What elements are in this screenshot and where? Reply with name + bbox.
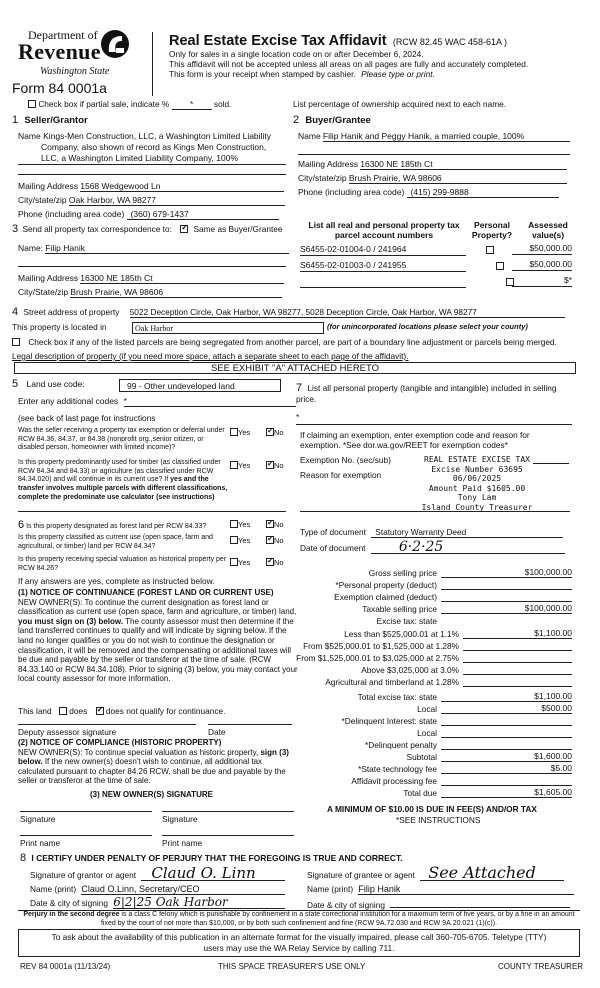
- seller-city-label: City/state/zip: [18, 195, 67, 205]
- tax-row-label: Gross selling price: [368, 568, 437, 578]
- tax-row-label: From $1,525,000.01 to $3,025,000 at 2.75%: [296, 653, 459, 663]
- tax-row-value[interactable]: $1,605.00: [441, 787, 572, 798]
- forest-q3-yes-checkbox[interactable]: [230, 558, 238, 566]
- located-select[interactable]: Oak Harbor: [132, 322, 324, 334]
- tax-row-label: Taxable selling price: [362, 604, 437, 614]
- seller-mailing-label: Mailing Address: [18, 181, 79, 191]
- personal-checkbox-1[interactable]: [486, 246, 494, 254]
- seller-mailing-row: [18, 181, 286, 192]
- header-line2: This affidavit will not be accepted unless all areas on all pages are fully and accurately completed.: [169, 59, 529, 69]
- does-qualify-checkbox[interactable]: [59, 707, 67, 715]
- seller-heading: 1 Seller/Grantor: [12, 114, 88, 126]
- seller-name-label: Name: [18, 131, 41, 141]
- correspondence-heading: 3 Send all property tax correspondence to: ✓ Same as Buyer/Grantee: [12, 223, 283, 235]
- segregated-label: Check box if any of the listed parcels are being segregated from another parcel, are part of a boundary line adjustment or parcels being merged.: [28, 337, 557, 347]
- seller-phone-input[interactable]: (360) 679-1437: [127, 209, 279, 220]
- deputy-date-label: Date: [208, 727, 226, 737]
- forest-q1-yes-checkbox[interactable]: [230, 520, 238, 528]
- personal-property-input[interactable]: *: [296, 412, 572, 425]
- header-line3-italic: Please type or print.: [361, 69, 435, 79]
- assessed-value-2[interactable]: $50,000.00: [512, 259, 572, 271]
- seller-name-field[interactable]: [18, 131, 286, 165]
- exemption-no-input[interactable]: [533, 463, 569, 464]
- header-divider: [152, 32, 153, 96]
- assessed-col-header: Assessed value(s): [528, 220, 568, 240]
- forest-q2-yes[interactable]: Yes: [230, 536, 250, 545]
- grantee-date-row: [307, 898, 570, 910]
- land-use-q1-yes-checkbox[interactable]: [230, 428, 238, 436]
- forest-q1-no[interactable]: ✓ No: [266, 520, 284, 529]
- partial-sale-row: [28, 99, 231, 110]
- land-use-q2-no[interactable]: ✓ No: [266, 461, 284, 470]
- partial-sale-input[interactable]: *: [172, 99, 212, 110]
- forest-q3-yes[interactable]: Yes: [230, 558, 250, 567]
- grantee-name-input[interactable]: Filip Hanik: [358, 884, 574, 895]
- parcel-row-3[interactable]: [300, 276, 466, 288]
- tax-row-value[interactable]: $1,100.00: [463, 628, 572, 639]
- street-input[interactable]: 5022 Deception Circle, Oak Harbor, WA 98277, 5028 Deception Circle, Oak Harbor, WA 98277: [130, 307, 565, 318]
- land-use-q2-line: [18, 511, 286, 512]
- land-use-q2-yes-checkbox[interactable]: [230, 461, 238, 469]
- buyer-mailing-row: [298, 159, 567, 170]
- parcel-row-2[interactable]: S6455-02-01003-0 / 241955: [300, 260, 466, 272]
- grantor-name-input[interactable]: Claud O.Linn, Secretary/CEO: [81, 884, 285, 895]
- corr-extra-line[interactable]: [18, 266, 286, 267]
- buyer-name-label: Name: [298, 131, 321, 141]
- notice3-title: (3) NEW OWNER(S) SIGNATURE: [90, 790, 213, 799]
- buyer-heading: 2 Buyer/Grantee: [293, 114, 371, 126]
- accessibility-notice: To ask about the availability of this publication in an alternate format for the visually impaired, please call 360-705-6705. Teletype (TTY) users may use the WA Relay Service by calling 711.: [18, 929, 580, 957]
- land-use-heading: 5 Land use code:: [12, 378, 85, 390]
- personal-property-heading: 7 List all personal property (tangible and intangible) included in selling price.: [296, 382, 557, 404]
- grantee-signature[interactable]: See Attached: [420, 866, 564, 881]
- corr-mailing-label: Mailing Address: [18, 273, 79, 283]
- doc-date-row: [300, 541, 565, 554]
- owner-print-1-line[interactable]: [20, 835, 152, 836]
- buyer-title: Buyer/Grantee: [305, 115, 371, 126]
- buyer-name-input[interactable]: Filip Hanik and Peggy Hanik, a married couple, 100%: [323, 131, 570, 142]
- tax-row-label: From $525,000.01 to $1,525,000 at 1.28%: [303, 641, 459, 651]
- grantor-sig-label: Signature of grantor or agent: [30, 870, 137, 880]
- street-label: Street address of property: [23, 307, 120, 317]
- doc-date-label: Date of document: [300, 543, 366, 553]
- buyer-phone-row: [298, 187, 559, 198]
- tax-row-label: Above $3,025,000 at 3.0%: [361, 665, 459, 675]
- seller-mailing-input[interactable]: 1568 Wedgewood Ln: [80, 181, 284, 192]
- tax-row-label: *Personal property (deduct): [335, 580, 437, 590]
- tax-row-value[interactable]: [463, 676, 572, 687]
- parcel-row-1[interactable]: S6455-02-01004-0 / 241964: [300, 244, 466, 256]
- header-line1: Only for sales in a single location code on or after December 6, 2024.: [169, 49, 424, 59]
- tax-row-label: Affidavit processing fee: [351, 776, 437, 786]
- tax-row-value[interactable]: [463, 652, 572, 663]
- same-as-buyer-checkbox[interactable]: [180, 225, 188, 233]
- doc-type-label: Type of document: [300, 527, 366, 537]
- forest-q2: Is this property classified as current use (open space, farm and agricultural, or timber) land per RCW 84.34?: [18, 534, 213, 550]
- tax-row-label: Exemption claimed (deduct): [334, 592, 437, 602]
- street-row: 4 Street address of property 5022 Deception Circle, Oak Harbor, WA 98277, 5028 Deception Circle, Oak Harbor, WA 98277: [12, 306, 565, 318]
- continuance-row: This land does ✓ does not qualify for continuance.: [18, 706, 225, 716]
- tax-row-label: *Delinquent penalty: [365, 740, 437, 750]
- logo-line1: Department of: [28, 28, 98, 42]
- personal-property-label: List all personal property (tangible and intangible) included in selling price.: [296, 383, 557, 404]
- corr-name-input[interactable]: Filip Hanik: [45, 243, 289, 254]
- forest-q3-no[interactable]: ✓ No: [266, 558, 284, 567]
- doc-date-input[interactable]: 6·2·25: [371, 541, 565, 554]
- legal-label: Legal description of property (if you need more space, attach a separate sheet to each page of the affidavit).: [12, 351, 409, 361]
- seller-phone-label: Phone (including area code): [18, 209, 125, 219]
- land-use-q1: Was the seller receiving a property tax exemption or deferral under RCW 84.36, 84.37, or 84.38 (nonprofit org.,senior citizen, or disabled person, homeowner with limited income)?: [18, 427, 225, 452]
- assessed-value-3[interactable]: $*: [512, 275, 572, 287]
- tax-row-value[interactable]: $5.00: [441, 763, 572, 774]
- grantor-name-label: Name (print): [30, 884, 77, 894]
- forest-q2-yes-checkbox[interactable]: [230, 536, 238, 544]
- owner-print-2-line[interactable]: [162, 835, 294, 836]
- personal-col-header: Personal Property?: [471, 220, 513, 240]
- partial-sale-checkbox[interactable]: [28, 100, 36, 108]
- header-line3: This form is your receipt when stamped by cashier.: [169, 69, 356, 79]
- certify-statement-row: 8 I CERTIFY UNDER PENALTY OF PERJURY THAT THE FOREGOING IS TRUE AND CORRECT.: [20, 852, 403, 864]
- additional-codes-label: Enter any additional codes: [18, 396, 119, 406]
- tax-row-label: *Delinquent Interest: state: [341, 716, 437, 726]
- tax-row-value[interactable]: $1,100.00: [441, 691, 572, 702]
- corr-mailing-input[interactable]: 16300 NE 185th Ct: [80, 273, 284, 284]
- form-title-block: [169, 33, 589, 79]
- corr-mailing-row: [18, 273, 284, 284]
- exemption-no-label: Exemption No. (sec/sub): [300, 455, 391, 465]
- tax-row-label: Less than $525,000.01 at 1.1%: [344, 629, 459, 639]
- buyer-phone-label: Phone (including area code): [298, 187, 405, 197]
- corr-name-label: Name:: [18, 243, 44, 253]
- land-use-instructions: (see back of last page for instructions: [18, 413, 156, 423]
- form-title: Real Estate Excise Tax Affidavit: [169, 33, 387, 49]
- grantor-date-input[interactable]: 6|2|25 Oak Harbor: [113, 897, 285, 909]
- corr-name-row: [18, 243, 289, 254]
- notice2: (2) NOTICE OF COMPLIANCE (HISTORIC PROPERTY) NEW OWNER(S): To continue special valuation as historic property, sign (3) below. If the new owner(s) doesn't wish to continue, all additional tax calculated pursuant to chapter 84.26 RCW, shall be due and payable by the seller or transferor at the time of sale.: [18, 738, 289, 786]
- tax-row-value[interactable]: $100,000.00: [441, 567, 572, 578]
- tax-row-value[interactable]: [441, 579, 572, 590]
- legal-description-input[interactable]: SEE EXHIBIT "A" ATTACHED HERETO: [14, 362, 576, 374]
- land-use-q2-no-checkbox[interactable]: [266, 461, 274, 469]
- dor-logo: [18, 28, 128, 82]
- forest-q2-no-checkbox[interactable]: [266, 536, 274, 544]
- grantor-date-label: Date & city of signing: [30, 898, 108, 908]
- tax-row-value[interactable]: [463, 664, 572, 675]
- owner-signature-1-line[interactable]: [20, 811, 152, 812]
- land-use-q1-no-checkbox[interactable]: [266, 428, 274, 436]
- land-use-label: Land use code:: [26, 379, 85, 389]
- forest-q2-no[interactable]: ✓ No: [266, 536, 284, 545]
- personal-checkbox-2[interactable]: [496, 262, 504, 270]
- doc-type-row: [300, 527, 563, 538]
- grantor-signature[interactable]: Claud O. Linn: [141, 866, 285, 881]
- owner-signature-1-label: Signature: [20, 814, 56, 824]
- owner-signature-2-label: Signature: [162, 814, 198, 824]
- tax-row-label: Subtotal: [406, 752, 437, 762]
- located-row: [12, 322, 107, 332]
- tax-row-value[interactable]: $100,000.00: [441, 603, 572, 614]
- forest-q3-no-checkbox[interactable]: [266, 558, 274, 566]
- buyer-name-row: [298, 131, 570, 142]
- seller-city-row: [18, 195, 285, 206]
- corr-city-input[interactable]: Brush Prairie, WA 98606: [70, 287, 282, 298]
- minimum-note: A MINIMUM OF $10.00 IS DUE IN FEE(S) AND/OR TAX: [327, 804, 537, 814]
- forest-q1-no-checkbox[interactable]: [266, 520, 274, 528]
- grantee-date-label: Date & city of signing: [307, 900, 385, 910]
- seller-city-input[interactable]: Oak Harbor, WA 98277: [69, 195, 285, 206]
- treasurer-use: THIS SPACE TREASURER'S USE ONLY: [218, 962, 366, 971]
- segregated-checkbox[interactable]: [12, 338, 20, 346]
- tax-row-label: Local: [417, 728, 437, 738]
- buyer-phone-input[interactable]: (415) 299-9888: [407, 187, 559, 198]
- notice1: (1) NOTICE OF CONTINUANCE (FOREST LAND OR CURRENT USE) NEW OWNER(S): To continue the current designation as forest land or classification as current use (open space, farm and agriculture, or timber) land, you must sign on (3) below. The county assessor must then determine if the land transferred continues to qualify and will indicate by signing below. If the land no longer qualifies or you do not wish to continue the designation or classification, it will be removed and the compensating or additional taxes will be due and payable by the seller or transferor at the time of sale. (RCW 84.33.140 or RCW 84.34.108). Prior to signing (3) below, you may contact your local county assessor for more information.: [18, 588, 298, 684]
- perjury-notice: Perjury in the second degree is a class C felony which is punishable by confinement in a state correctional institution for a maximum term of five years, or by a fine in an amount fixed by the court of not more than $10,000, or by both such confinement and fine (RCW 9A.72.030 and RCW 9A.20.021 (1)(c)).: [23, 911, 575, 927]
- land-use-q1-yes[interactable]: Yes: [230, 428, 250, 437]
- tax-row-label: Total due: [403, 788, 437, 798]
- grantee-name-label: Name (print): [307, 884, 354, 894]
- seller-name-extra-line[interactable]: [18, 174, 286, 175]
- doc-type-input[interactable]: Statutory Warranty Deed: [371, 527, 563, 538]
- partial-sale-suffix: sold.: [213, 99, 232, 109]
- forest-if-yes: If any answers are yes, complete as instructed below.: [18, 576, 215, 586]
- forest-q1-yes[interactable]: Yes: [230, 520, 250, 529]
- treasurer-stamp: REAL ESTATE EXCISE TAX Excise Number 63695 06/06/2025 Amount Paid $1605.00 Tony Lam Island County Treasurer: [421, 455, 533, 512]
- buyer-city-label: City/state/zip: [298, 173, 347, 183]
- forest-q3: Is this property receiving special valuation as historical property per RCW 84.26?: [18, 556, 227, 572]
- see-instructions: *SEE INSTRUCTIONS: [396, 815, 481, 825]
- deputy-date-line[interactable]: [208, 724, 292, 725]
- buyer-city-row: [298, 173, 567, 184]
- correspondence-label: Send all property tax correspondence to:: [22, 224, 172, 234]
- dor-emblem-icon: [100, 28, 130, 60]
- tax-row-label: Local: [417, 704, 437, 714]
- tax-row-label: Agricultural and timberland at 1.28%: [325, 677, 459, 687]
- tax-row-label: *State technology fee: [358, 764, 437, 774]
- land-use-select[interactable]: 99 - Other undeveloped land: [119, 379, 281, 392]
- same-as-buyer-label: Same as Buyer/Grantee: [193, 224, 283, 234]
- seller-name-line2: Company, also shown of record as Kings Men Construction,: [41, 142, 267, 152]
- grantee-date-input[interactable]: [390, 898, 570, 908]
- seller-phone-row: [18, 209, 279, 220]
- land-use-q1-no[interactable]: ✓ No: [266, 428, 284, 437]
- grantor-name-row: [30, 884, 285, 895]
- additional-codes-row: [18, 396, 296, 407]
- forest-q1-row: 6 Is this property designated as forest land per RCW 84.33?: [18, 519, 207, 531]
- tax-row-value[interactable]: [441, 591, 572, 602]
- seller-name-line3: LLC, a Washington Limited Liability Company, 100%: [18, 153, 286, 165]
- deputy-signature-line[interactable]: [18, 724, 196, 725]
- land-use-q2-yes[interactable]: Yes: [230, 461, 250, 470]
- grantor-sig-row: [30, 866, 285, 881]
- buyer-city-input[interactable]: Brush Prairie, WA 98606: [349, 173, 567, 184]
- tax-row-value[interactable]: [441, 775, 572, 786]
- assessed-value-1[interactable]: $50,000.00: [512, 243, 572, 255]
- form-number: Form 84 0001a: [12, 80, 107, 96]
- seller-title: Seller/Grantor: [24, 115, 88, 126]
- buyer-extra-line[interactable]: [298, 154, 570, 155]
- buyer-mailing-label: Mailing Address: [298, 159, 359, 169]
- grantee-name-row: [307, 884, 574, 895]
- logo-line3: Washington State: [40, 66, 110, 77]
- tax-row-value[interactable]: [441, 739, 572, 750]
- county-treasurer: COUNTY TREASURER: [498, 962, 584, 971]
- reason-input-line[interactable]: [300, 511, 570, 512]
- corr-city-label: City/State/zip: [18, 287, 69, 297]
- reason-label: Reason for exemption: [300, 470, 382, 480]
- owner-print-1-label: Print name: [20, 838, 61, 848]
- located-note: (for unincorporated locations please select your county): [327, 322, 528, 331]
- grantor-date-row: [30, 897, 285, 909]
- logo-line2: Revenue: [18, 39, 101, 64]
- located-label: This property is located in: [12, 322, 107, 332]
- tax-row-value[interactable]: $500.00: [441, 703, 572, 714]
- segregated-row: [12, 337, 557, 347]
- tax-row-value[interactable]: [441, 727, 572, 738]
- tax-row-label: Total excise tax: state: [357, 692, 437, 702]
- owner-print-2-label: Print name: [162, 838, 203, 848]
- form-title-ref: (RCW 82.45 WAC 458-61A ): [392, 37, 508, 47]
- parcel-col-header: List all real and personal property tax parcel account numbers: [308, 220, 460, 240]
- tax-row-value[interactable]: $1,600.00: [441, 751, 572, 762]
- does-not-qualify-checkbox[interactable]: [96, 707, 104, 715]
- ownership-note: List percentage of ownership acquired next to each name.: [293, 99, 507, 109]
- exemption-note: If claiming an exemption, enter exemption code and reason for exemption. *See dor.wa.gov/REET for exemption codes*: [300, 430, 530, 450]
- seller-name-line1: Kings-Men Construction, LLC, a Washington Limited Liability: [43, 131, 271, 141]
- certify-statement: I CERTIFY UNDER PENALTY OF PERJURY THAT THE FOREGOING IS TRUE AND CORRECT.: [31, 853, 403, 863]
- corr-city-row: [18, 287, 282, 298]
- forest-q1: Is this property designated as forest land per RCW 84.33?: [26, 523, 207, 530]
- land-use-q2: Is this property predominantly used for timber (as classified under RCW 84.34 and 84.33) or agriculture (as classified under RCW 84.34.020) and will continue in its current use? If yes and the transfer involves multiple parcels with different classifications, complete the predominate use calculator (see instructions): [18, 459, 228, 501]
- owner-signature-2-line[interactable]: [162, 811, 294, 812]
- grantee-sig-row: [307, 863, 564, 882]
- grantee-sig-label: Signature of grantee or agent: [307, 870, 415, 880]
- tax-row-value[interactable]: [441, 715, 572, 726]
- rev-number: REV 84 0001a (11/13/24): [20, 962, 111, 971]
- tax-row-label: Excise tax: state: [376, 616, 437, 626]
- buyer-mailing-input[interactable]: 16300 NE 185th Ct: [360, 159, 567, 170]
- partial-sale-label: Check box if partial sale, indicate %: [38, 99, 170, 109]
- additional-codes-input[interactable]: *: [124, 396, 296, 407]
- tax-row-value[interactable]: [463, 640, 572, 651]
- deputy-label: Deputy assessor signature: [18, 727, 117, 737]
